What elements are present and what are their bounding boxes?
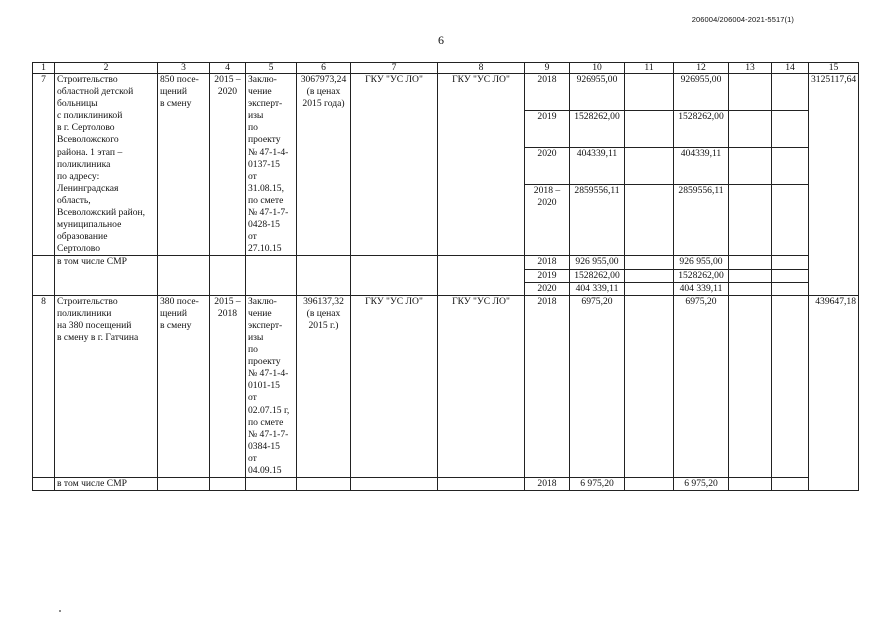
amount-col10: 404 339,11 [570,282,625,295]
period: 2015 – 2020 [210,74,246,256]
empty-cell [625,74,674,111]
amount-col10: 404339,11 [570,148,625,185]
amount-col10: 1528262,00 [570,111,625,148]
amount-col10: 6975,20 [570,295,625,477]
empty-cell [210,256,246,295]
amount-col12: 1528262,00 [674,269,729,282]
amount-col12: 2859556,11 [674,185,729,256]
empty-cell [729,111,772,148]
amount-col12: 926 955,00 [674,256,729,269]
empty-cell [438,478,525,491]
empty-cell [625,111,674,148]
empty-cell [625,148,674,185]
column-number: 4 [210,63,246,74]
total-col15: 3125117,64 [809,74,859,296]
customer: ГКУ "УС ЛО" [351,295,438,477]
column-number: 10 [570,63,625,74]
empty-cell [158,478,210,491]
amount-col10: 926955,00 [570,74,625,111]
column-number: 6 [297,63,351,74]
empty-cell [158,256,210,295]
column-number: 8 [438,63,525,74]
amount-col12: 6975,20 [674,295,729,477]
amount-col12: 404 339,11 [674,282,729,295]
empty-cell [297,256,351,295]
smr-label: в том числе СМР [55,478,158,491]
page-number: 6 [438,33,444,47]
amount-col12: 6 975,20 [674,478,729,491]
empty-cell [625,295,674,477]
empty-cell [729,282,772,295]
column-number: 3 [158,63,210,74]
year: 2018 [525,478,570,491]
column-number: 14 [772,63,809,74]
column-number: 2 [55,63,158,74]
row-number: 8 [33,295,55,477]
object-name: Строительство поликлиники на 380 посещений в смену в г. Гатчина [55,295,158,477]
year: 2019 [525,111,570,148]
empty-cell [729,148,772,185]
column-number: 12 [674,63,729,74]
empty-cell [33,478,55,491]
empty-cell [729,295,772,477]
empty-cell [772,295,809,477]
smr-row [33,256,859,269]
amount-col12: 926955,00 [674,74,729,111]
program-table [32,62,859,491]
year: 2018 – 2020 [525,185,570,256]
row-number: 7 [33,74,55,256]
empty-cell [729,269,772,282]
table-row [33,295,859,477]
empty-cell [625,478,674,491]
period: 2015 – 2018 [210,295,246,477]
empty-cell [297,478,351,491]
column-number: 1 [33,63,55,74]
empty-cell [772,478,809,491]
capacity: 850 посе- щений в смену [158,74,210,256]
estimated-cost: 396137,32 (в ценах 2015 г.) [297,295,351,477]
year: 2020 [525,148,570,185]
empty-cell [772,148,809,185]
empty-cell [729,478,772,491]
column-number: 13 [729,63,772,74]
year: 2019 [525,269,570,282]
object-name: Строительство областной детской больницы с поликлиникой в г. Сертолово Всеволожского района. 1 этап – поликлиника по адресу: Ленинградская область, Всеволожский район, муниципальное образование Сертолово [55,74,158,256]
column-number: 11 [625,63,674,74]
year: 2018 [525,74,570,111]
empty-cell [246,478,297,491]
builder: ГКУ "УС ЛО" [438,74,525,256]
total-col15: 439647,18 [809,295,859,491]
empty-cell [210,478,246,491]
empty-cell [246,256,297,295]
amount-col10: 2859556,11 [570,185,625,256]
smr-row [33,478,859,491]
expertise: Заклю- чение эксперт- изы по проекту № 47-1-4- 0101-15 от 02.07.15 г, по смете № 47-1-7- 0384-15 от 04.09.15 [246,295,297,477]
year: 2018 [525,256,570,269]
customer: ГКУ "УС ЛО" [351,74,438,256]
column-number: 15 [809,63,859,74]
smr-label: в том числе СМР [55,256,158,295]
empty-cell [625,269,674,282]
year: 2018 [525,295,570,477]
scan-speck [59,610,61,612]
amount-col10: 1528262,00 [570,269,625,282]
empty-cell [438,256,525,295]
column-number-header [33,63,859,74]
empty-cell [729,185,772,256]
empty-cell [625,185,674,256]
empty-cell [33,256,55,295]
empty-cell [625,256,674,269]
amount-col10: 6 975,20 [570,478,625,491]
empty-cell [729,256,772,269]
amount-col10: 926 955,00 [570,256,625,269]
empty-cell [772,185,809,256]
amount-col12: 404339,11 [674,148,729,185]
column-number: 7 [351,63,438,74]
document-id: 206004/206004-2021-5517(1) [691,15,794,24]
year: 2020 [525,282,570,295]
empty-cell [625,282,674,295]
capacity: 380 посе- щений в смену [158,295,210,477]
builder: ГКУ "УС ЛО" [438,295,525,477]
empty-cell [772,256,809,269]
empty-cell [729,74,772,111]
empty-cell [772,74,809,111]
expertise: Заклю- чение эксперт- изы по проекту № 47-1-4- 0137-15 от 31.08.15, по смете № 47-1-7- 0428-15 от 27.10.15 [246,74,297,256]
amount-col12: 1528262,00 [674,111,729,148]
column-number: 9 [525,63,570,74]
empty-cell [772,269,809,282]
empty-cell [772,282,809,295]
estimated-cost: 3067973,24 (в ценах 2015 года) [297,74,351,256]
empty-cell [351,256,438,295]
column-number: 5 [246,63,297,74]
table-row [33,74,859,111]
empty-cell [772,111,809,148]
empty-cell [351,478,438,491]
